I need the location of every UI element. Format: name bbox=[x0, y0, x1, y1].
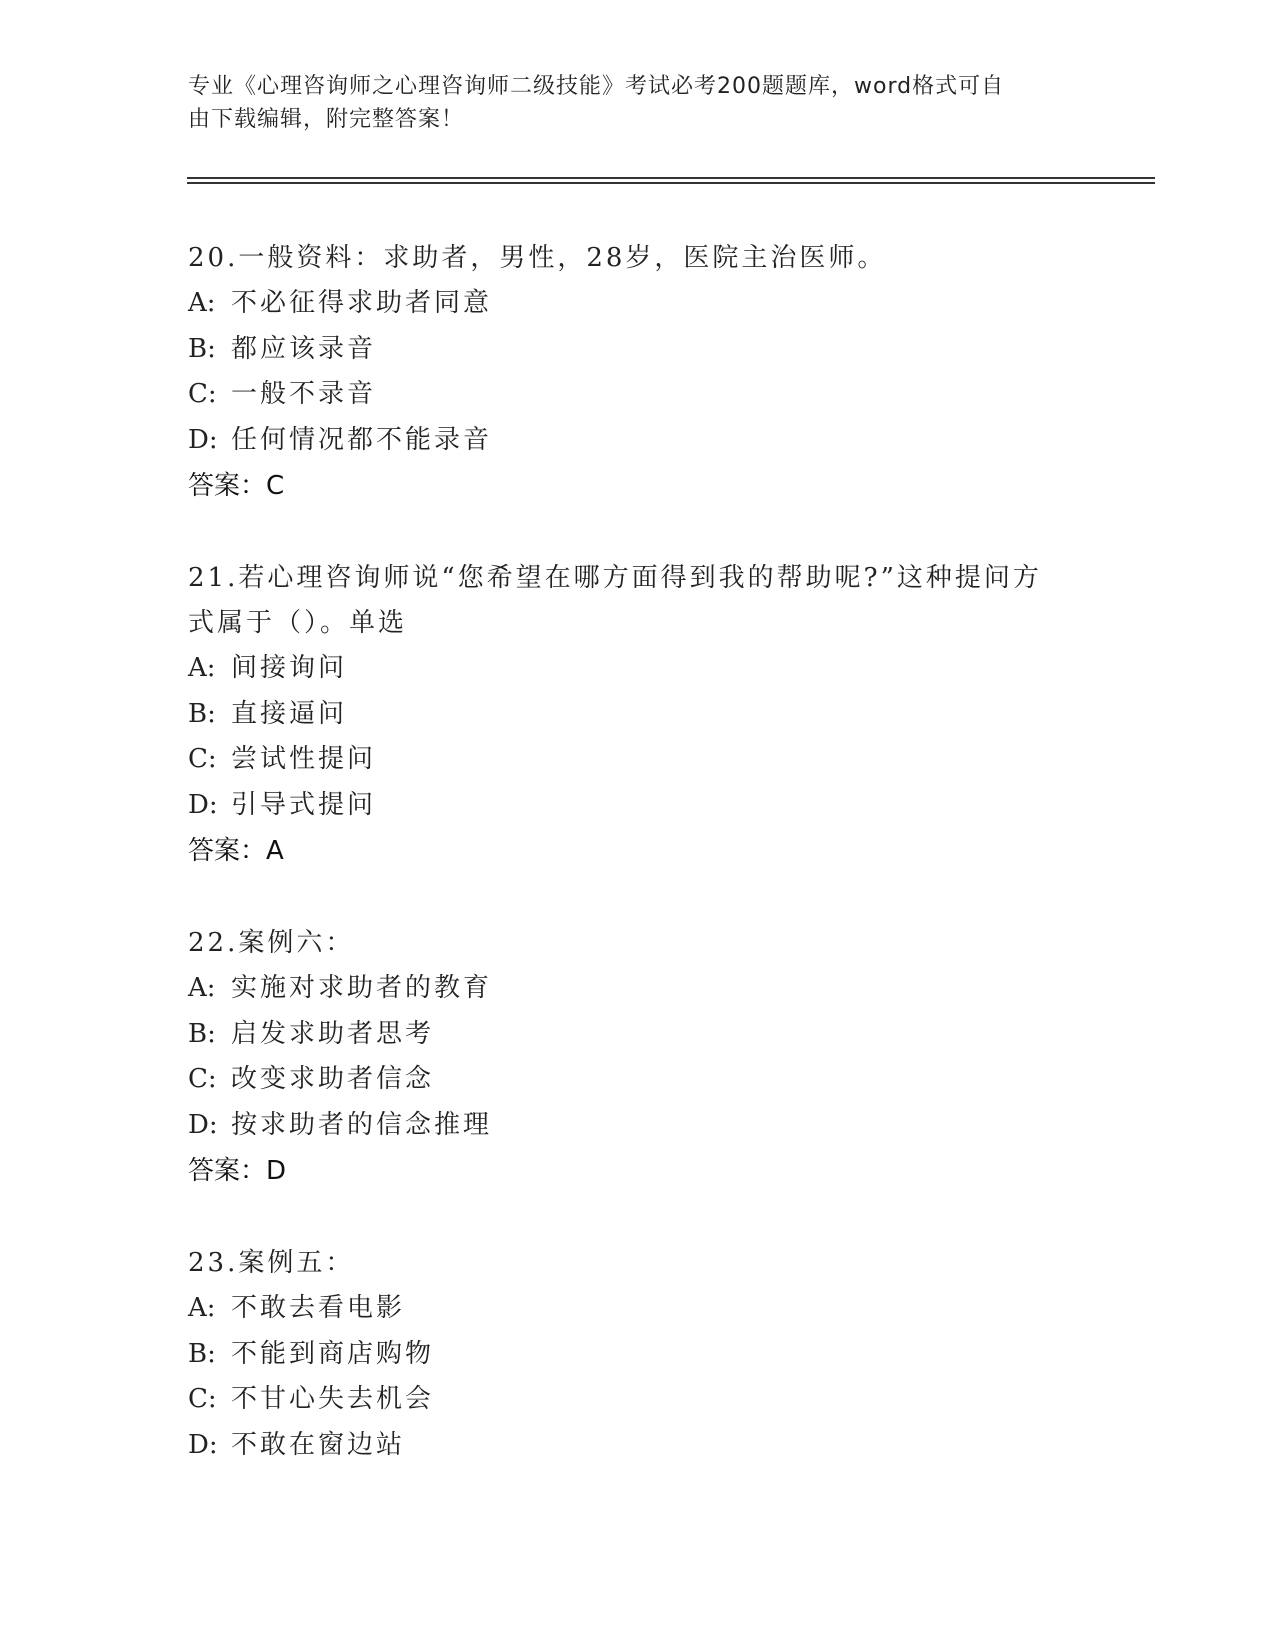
option-letter: B: bbox=[188, 333, 216, 364]
question-block bbox=[188, 556, 1088, 874]
question-block bbox=[188, 921, 1088, 1194]
answer-option bbox=[188, 1377, 1088, 1423]
header-line-1: 专业《心理咨询师之心理咨询师二级技能》考试必考200题题库，word格式可自 bbox=[188, 74, 1005, 99]
question-block bbox=[188, 236, 1088, 509]
option-text: 都应该录音 bbox=[231, 333, 377, 364]
question-stem: 式属于（）。单选 bbox=[188, 608, 408, 638]
option-text: 不敢去看电影 bbox=[231, 1293, 406, 1323]
answer-option bbox=[188, 372, 1088, 418]
option-text: 尝试性提问 bbox=[231, 744, 377, 774]
option-letter: A: bbox=[188, 973, 216, 1003]
question-stem: 20.一般资料：求助者，男性，28岁，医院主治医师。 bbox=[188, 243, 887, 273]
option-letter: D: bbox=[188, 424, 218, 455]
document-header bbox=[188, 70, 1068, 136]
option-letter: C: bbox=[188, 1384, 217, 1414]
question-block bbox=[188, 1241, 1088, 1468]
option-text: 一般不录音 bbox=[231, 379, 377, 409]
option-letter: A: bbox=[188, 1293, 216, 1323]
header-divider-top bbox=[187, 177, 1155, 179]
answer-option bbox=[188, 783, 1088, 829]
option-letter: B: bbox=[188, 698, 216, 729]
answer-option bbox=[188, 1286, 1088, 1332]
option-text: 不敢在窗边站 bbox=[231, 1429, 406, 1460]
answer-option bbox=[188, 1423, 1088, 1469]
option-letter: C: bbox=[188, 744, 217, 774]
option-letter: D: bbox=[188, 1109, 218, 1140]
header-line-2: 由下载编辑，附完整答案！ bbox=[188, 107, 465, 132]
option-text: 不必征得求助者同意 bbox=[231, 288, 493, 318]
answer-option bbox=[188, 966, 1088, 1012]
question-stem: 21.若心理咨询师说“您希望在哪方面得到我的帮助呢?”这种提问方 bbox=[188, 563, 1042, 593]
answer-option bbox=[188, 418, 1088, 464]
option-text: 不甘心失去机会 bbox=[231, 1384, 435, 1414]
question-list bbox=[188, 236, 1088, 1515]
option-letter: D: bbox=[188, 789, 218, 820]
answer-key: 答案：A bbox=[188, 836, 284, 866]
answer-option bbox=[188, 1103, 1088, 1149]
answer-option bbox=[188, 281, 1088, 327]
answer-option bbox=[188, 327, 1088, 373]
answer-option bbox=[188, 737, 1088, 783]
option-text: 间接询问 bbox=[231, 653, 348, 683]
option-letter: B: bbox=[188, 1018, 216, 1049]
option-letter: A: bbox=[188, 288, 216, 318]
header-divider-bottom bbox=[187, 182, 1155, 184]
answer-option bbox=[188, 1012, 1088, 1058]
option-text: 任何情况都不能录音 bbox=[231, 424, 493, 455]
answer-option bbox=[188, 1057, 1088, 1103]
answer-option bbox=[188, 646, 1088, 692]
option-text: 启发求助者思考 bbox=[231, 1018, 435, 1049]
answer-key: 答案：C bbox=[188, 471, 285, 501]
option-text: 引导式提问 bbox=[231, 789, 377, 820]
option-letter: C: bbox=[188, 379, 217, 409]
option-text: 按求助者的信念推理 bbox=[231, 1109, 493, 1140]
answer-option bbox=[188, 692, 1088, 738]
option-letter: C: bbox=[188, 1064, 217, 1094]
option-text: 实施对求助者的教育 bbox=[231, 973, 493, 1003]
option-text: 不能到商店购物 bbox=[231, 1338, 435, 1369]
option-text: 直接逼问 bbox=[231, 698, 348, 729]
question-stem: 22.案例六： bbox=[188, 928, 355, 958]
answer-key: 答案：D bbox=[188, 1156, 287, 1186]
option-letter: A: bbox=[188, 653, 216, 683]
option-text: 改变求助者信念 bbox=[231, 1064, 435, 1094]
answer-option bbox=[188, 1332, 1088, 1378]
question-stem: 23.案例五： bbox=[188, 1248, 355, 1278]
option-letter: D: bbox=[188, 1429, 218, 1460]
option-letter: B: bbox=[188, 1338, 216, 1369]
